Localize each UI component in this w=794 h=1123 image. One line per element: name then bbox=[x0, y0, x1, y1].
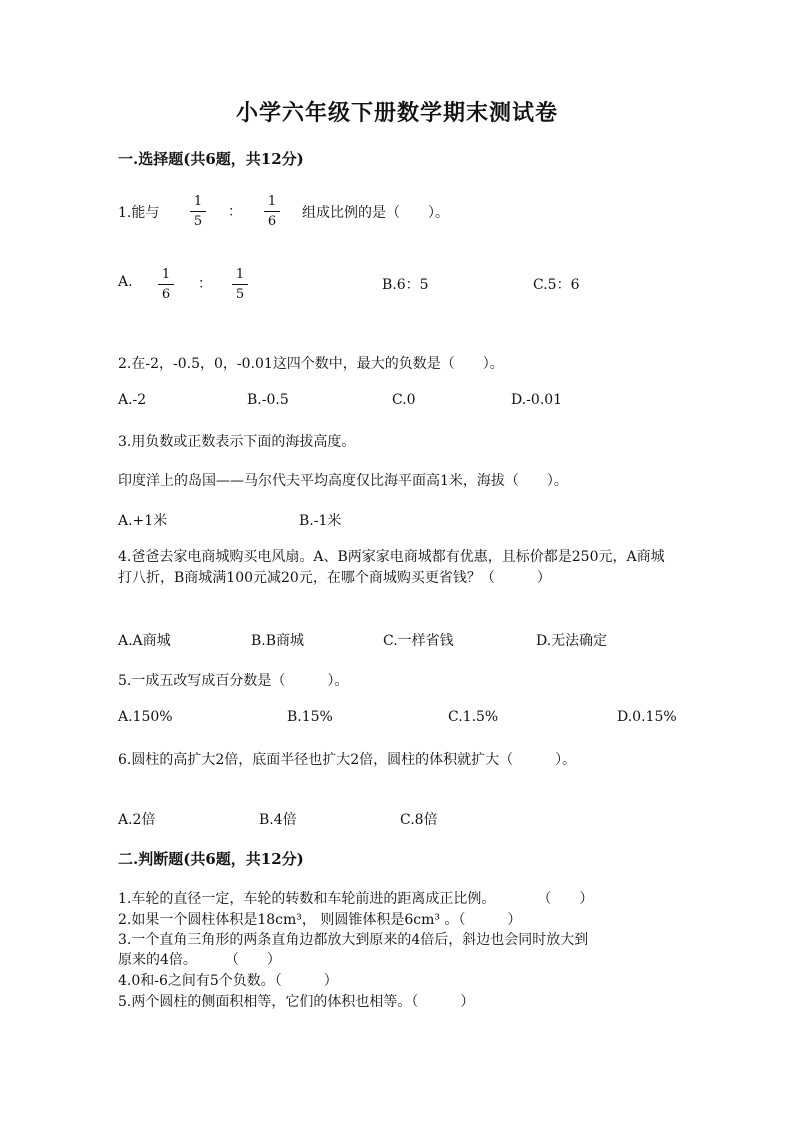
question-4-option-d: D.无法确定 bbox=[536, 633, 608, 649]
fraction-bar bbox=[264, 211, 280, 212]
question-1-option-b: B.6：5 bbox=[382, 277, 429, 293]
question-6-option-a: A.2倍 bbox=[118, 812, 156, 828]
true-false-item-4: 4.0和-6之间有5个负数。（ ） bbox=[118, 973, 338, 989]
fraction-numerator: 1 bbox=[267, 194, 277, 209]
question-2-option-d: D.-0.01 bbox=[511, 392, 563, 408]
question-1-fraction-a bbox=[190, 193, 206, 230]
question-5-text: 5.一成五改写成百分数是（ ）。 bbox=[118, 673, 349, 689]
true-false-item-5: 5.两个圆柱的侧面积相等，它们的体积也相等。（ ） bbox=[118, 994, 475, 1010]
true-false-item-3-cont: 原来的4倍。 （ ） bbox=[118, 952, 281, 968]
page-title: 小学六年级下册数学期末测试卷 bbox=[235, 100, 558, 126]
question-2-text: 2.在-2，-0.5，0，-0.01这四个数中，最大的负数是（ ）。 bbox=[118, 356, 504, 372]
fraction-numerator: 1 bbox=[193, 194, 203, 209]
true-false-item-3: 3.一个直角三角形的两条直角边都放大到原来的4倍后，斜边也会同时放大到 bbox=[118, 932, 589, 948]
question-6-option-b: B.4倍 bbox=[259, 812, 297, 828]
question-2-option-b: B.-0.5 bbox=[247, 392, 289, 408]
question-5-option-d: D.0.15% bbox=[617, 709, 677, 725]
true-false-item-2: 2.如果一个圆柱体积是18cm³， 则圆锥体积是6cm³ 。（ ） bbox=[118, 912, 522, 928]
question-6-text: 6.圆柱的高扩大2倍，底面半径也扩大2倍，圆柱的体积就扩大（ ）。 bbox=[118, 752, 577, 768]
fraction-bar bbox=[158, 284, 174, 285]
question-4-option-b: B.B商城 bbox=[251, 633, 305, 649]
fraction-bar bbox=[190, 211, 206, 212]
fraction-denominator: 5 bbox=[193, 214, 203, 229]
question-3-text: 3.用负数或正数表示下面的海拔高度。 bbox=[118, 434, 356, 450]
question-1-prefix: 1.能与 bbox=[118, 205, 160, 221]
fraction-denominator: 6 bbox=[161, 287, 171, 302]
fraction-denominator: 6 bbox=[267, 214, 277, 229]
fraction-bar bbox=[232, 284, 248, 285]
section-heading-true-false: 二.判断题(共6题，共12分) bbox=[118, 850, 304, 868]
question-1-suffix: 组成比例的是（ ）。 bbox=[302, 205, 449, 221]
question-1-colon: ： bbox=[228, 204, 242, 220]
true-false-item-1: 1.车轮的直径一定，车轮的转数和车轮前进的距离成正比例。 （ ） bbox=[118, 891, 594, 907]
fraction-denominator: 5 bbox=[235, 287, 245, 302]
question-6-option-c: C.8倍 bbox=[400, 812, 438, 828]
question-1-option-a-fraction-b bbox=[232, 266, 248, 303]
question-3-option-a: A.+1米 bbox=[118, 513, 168, 529]
fraction-numerator: 1 bbox=[235, 267, 245, 282]
question-1-option-a-label: A. bbox=[118, 274, 133, 290]
question-4-option-a: A.A商城 bbox=[118, 633, 171, 649]
question-5-option-b: B.15% bbox=[287, 709, 333, 725]
question-4-text: 4.爸爸去家电商城购买电风扇。A、B两家家电商城都有优惠，且标价都是250元，A商城打八折，B商城满100元减20元，在哪个商城购买更省钱？（ ） bbox=[118, 549, 665, 586]
fraction-numerator: 1 bbox=[161, 267, 171, 282]
question-5-option-a: A.150% bbox=[118, 709, 173, 725]
question-1-option-a-fraction-a bbox=[158, 266, 174, 303]
question-2-option-c: C.0 bbox=[392, 392, 416, 408]
question-1-option-c: C.5：6 bbox=[533, 277, 580, 293]
question-4-option-c: C.一样省钱 bbox=[383, 633, 454, 649]
question-1-option-a-colon: ： bbox=[198, 276, 212, 292]
section-heading-multiple-choice: 一.选择题(共6题，共12分) bbox=[118, 150, 304, 168]
question-5-option-c: C.1.5% bbox=[448, 709, 499, 725]
question-3-text-2: 印度洋上的岛国——马尔代夫平均高度仅比海平面高1米，海拔（ ）。 bbox=[118, 473, 568, 489]
question-2-option-a: A.-2 bbox=[118, 392, 147, 408]
question-1-fraction-b bbox=[264, 193, 280, 230]
question-3-option-b: B.-1米 bbox=[299, 513, 342, 529]
